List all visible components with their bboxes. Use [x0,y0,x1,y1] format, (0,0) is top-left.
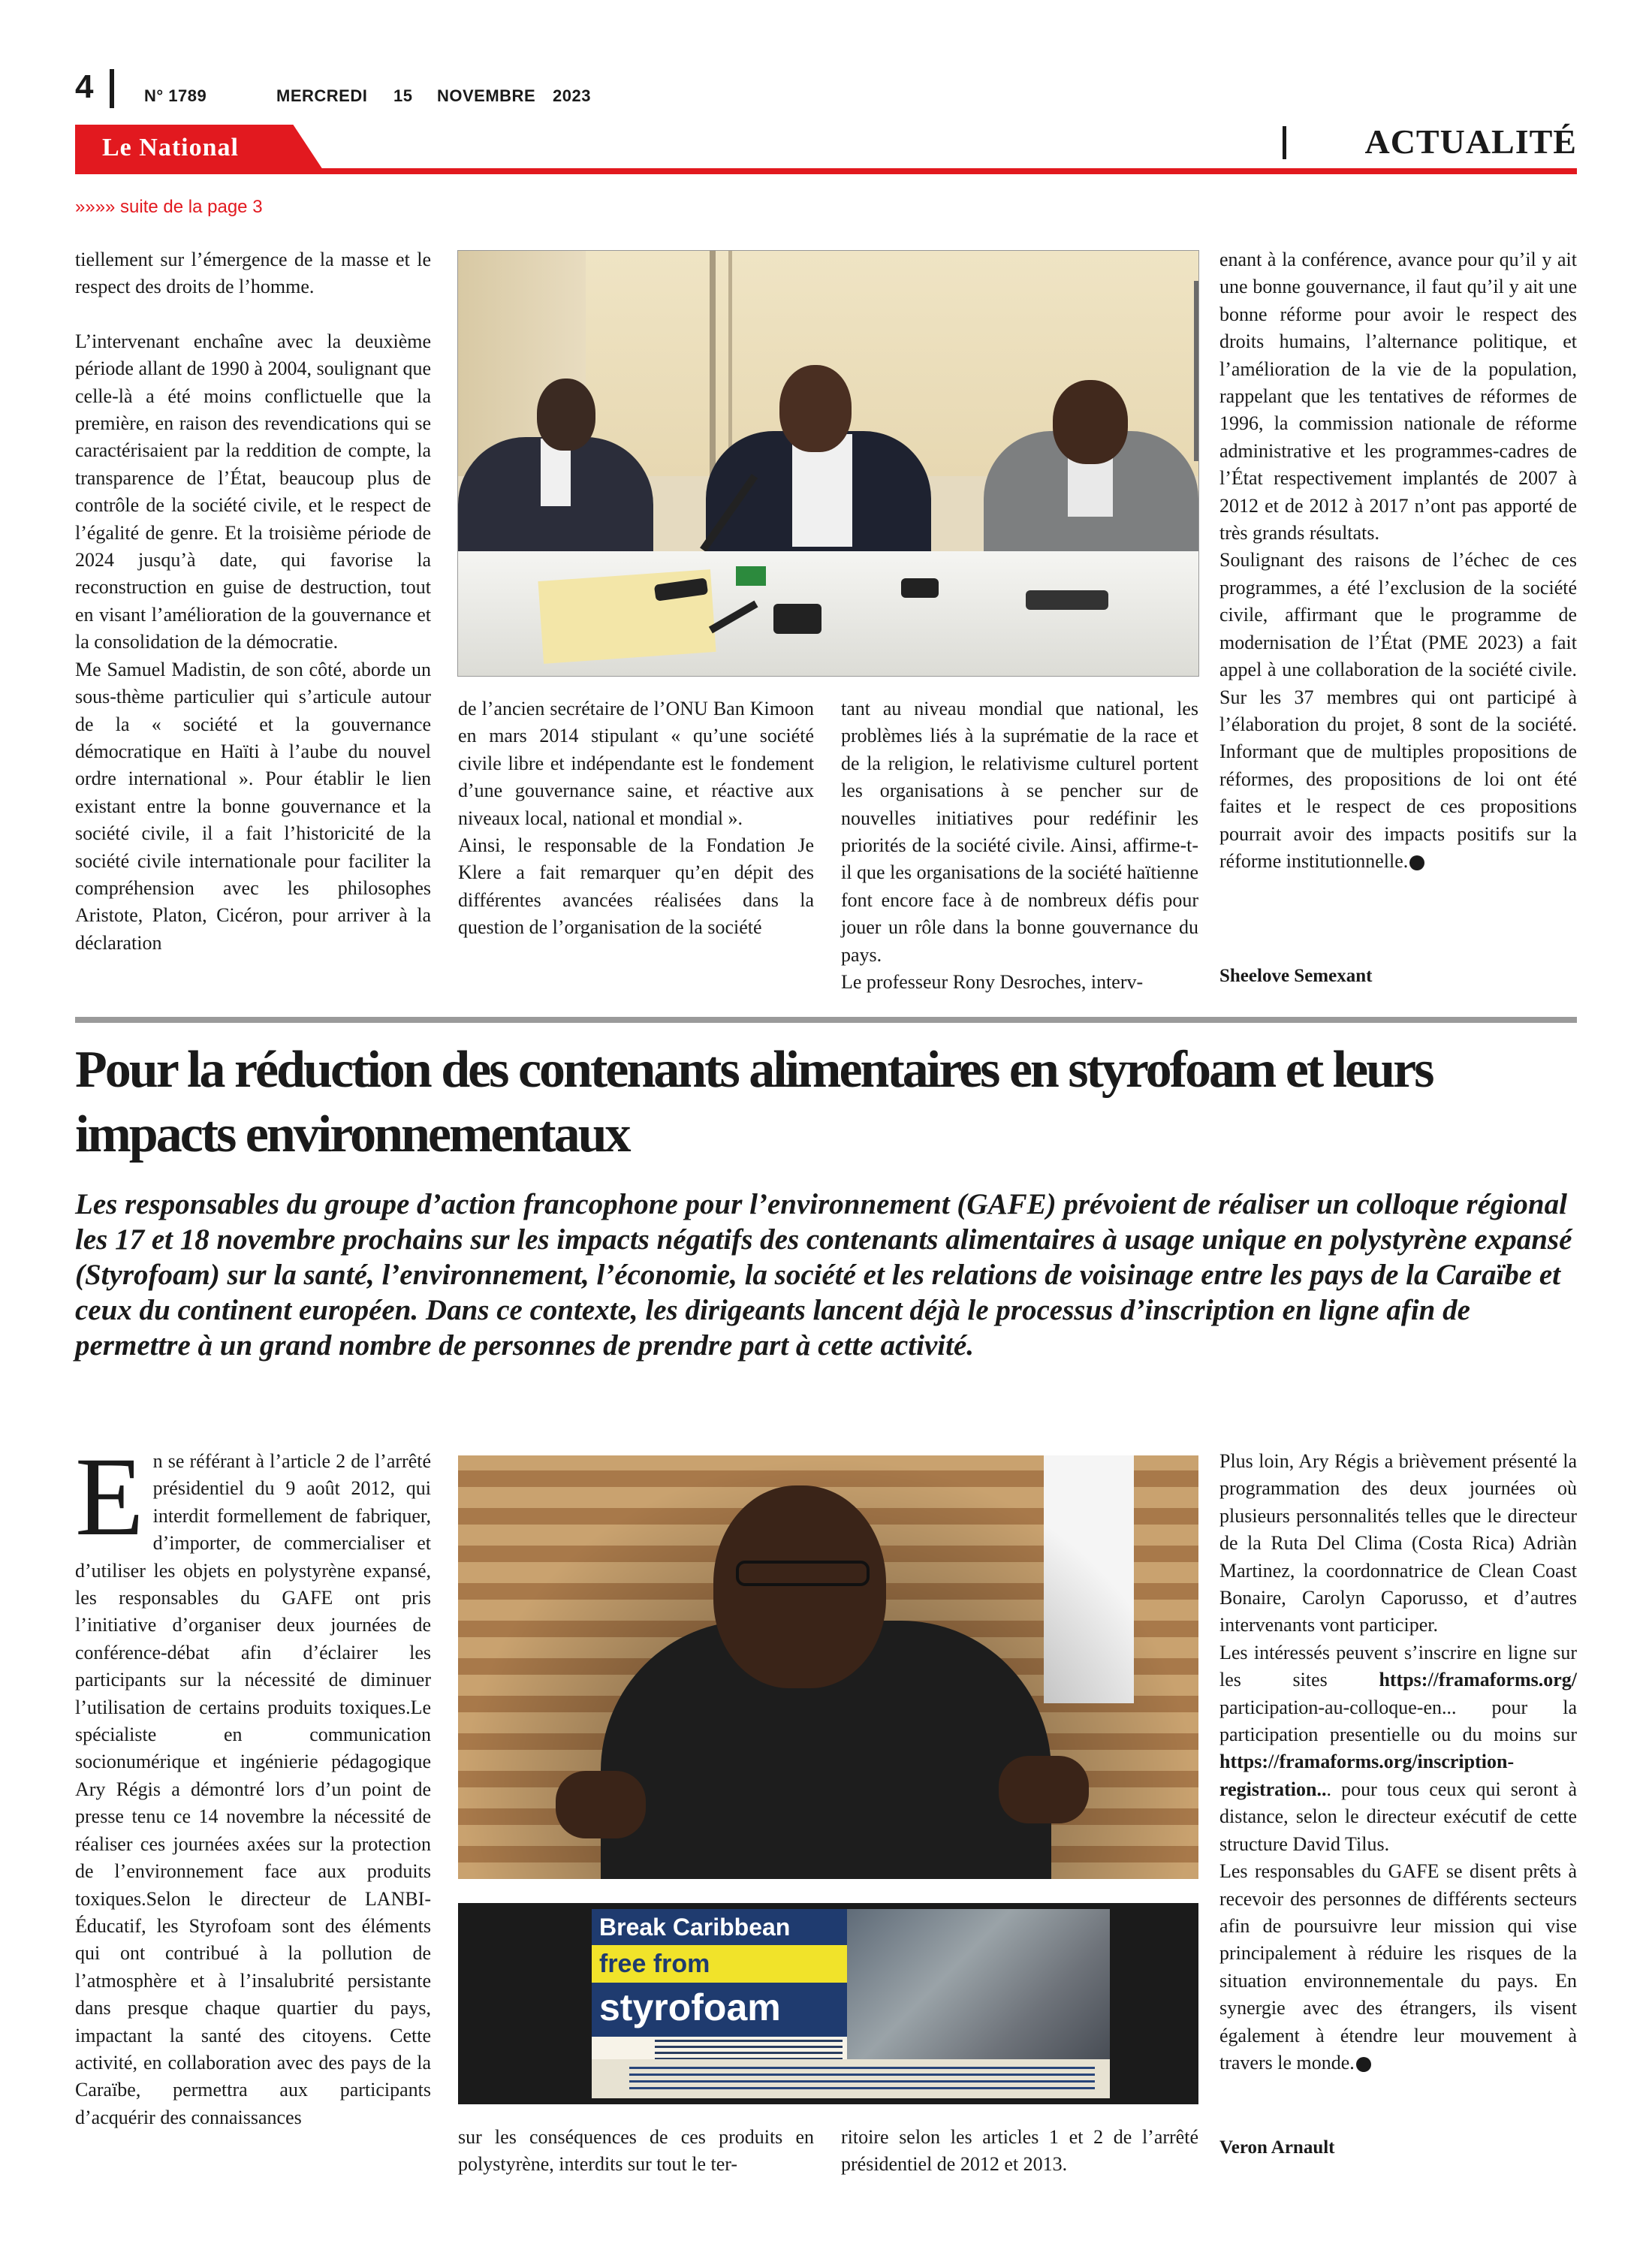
section-title: ACTUALITÉ [1364,122,1577,161]
banner-line-1: Break Caribbean [599,1914,791,1941]
paragraph: tiellement sur l’émergence de la masse et le respect des droits de l’homme. [75,249,431,298]
paragraph-text: Soulignant des raisons de l’échec de ces programmes, a été l’exclusion de la société civile, affirmant que le programme de modernisation de l’État (PME 2023) a fait appel à une collaboration de la société civile. Sur les 37 membres qui ont participé à l’élaboration du projet, 8 sont de la société. Informant que de multiples propositions de réformes, des propositions de loi ont été faites et le respect de ces propositions pourrait avoir des impacts positifs sur la réforme institutionnelle. [1219,549,1577,872]
article-separator [75,1017,1577,1023]
paragraph: de l’ancien secrétaire de l’ONU Ban Kimoon en mars 2014 stipulant « qu’une société civile libre et indépendante est le fondement d’une gouvernance saine, et réactive aux niveaux local, national et mondial ». [458,698,814,829]
paragraph-text: n se référant à l’article 2 de l’arrêté présidentiel du 9 août 2012, qui interdit formellement de fabriquer, d’importer, de commercialiser et d’utiliser les objets en polystyrène expansé, les responsables du GAFE ont pris l’initiative d’organiser deux journées de conférence-débat afin d’éclairer les participants sur la nécessité de diminuer l’utilisation de certains produits toxiques.Le spécialiste en communication socionumérique et ingénierie pédagogique Ary Régis a démontré lors d’un point de presse tenu ce 14 novembre la nécessité de réaliser ces journées axées sur la protection de l’environnement face aux produits toxiques.Selon le directeur de LANBI-Éducatif, les Styrofoam sont des éléments qui ont contribué à la pollution de l’atmosphère et à l’insalubrité persistante dans presque chaque quartier du pays, impactant la santé des citoyens. Cette activité, en collaboration avec des pays de la Caraïbe, permettra aux participants d’acquérir des connaissances [75,1450,431,2128]
banner-line-3: styrofoam [599,1986,781,2028]
paragraph-text: Les intéressés peuvent s’inscrire en ligne sur les sites [1219,1641,1577,1691]
header-date-day: 15 [393,86,413,105]
banner-photo [458,1903,1198,2104]
registration-link-1[interactable]: https://framaforms.org/ [1379,1669,1577,1691]
end-mark-icon [1409,855,1424,870]
article1-column-2 [458,695,814,942]
registration-link-2[interactable]: https://framaforms.org/inscription-registration.. [1219,1751,1515,1800]
header-red-rule [75,168,1577,174]
article1-column-1 [75,246,431,957]
paragraph: Plus loin, Ary Régis a brièvement présenté la programmation des deux journées où plusieurs personnalités telles que le directeur de la Ruta Del Clima (Costa Rica) Adriàn Martinez, la coordonnatrice de Clean Coast Bonaire, Carolyn Caporusso, et d’autres intervenants vont participer. [1219,1450,1577,1636]
styrofoam-banner [592,1909,1110,2098]
paragraph: sur les conséquences de ces produits en polystyrène, interdits sur tout le ter- [458,2126,814,2176]
article2-lede: Les responsables du groupe d’action francophone pour l’environnement (GAFE) prévoient de réaliser un colloque régional les 17 et 18 novembre prochains sur les impacts négatifs des contenants alimentaires à usage unique en polystyrène expansé (Styrofoam) sur la santé, l’environnement, l’économie, la société et les relations de voisinage entre les pays de la Caraïbe et ceux du continent européen. Dans ce contexte, les dirigeants lancent déjà le processus d’inscription en ligne afin de permettre à un grand nombre de personnes de prendre part à cette activité. [75,1188,1572,1362]
paragraph [1219,1639,1577,1858]
article2-column-2 [458,2124,814,2179]
drop-cap: E [75,1434,144,1559]
paragraph-text: Les responsables du GAFE se disent prêts à recevoir des personnes de différents secteurs afin de poursuivre leur mission qui vise principalement à réduire les risques de la situation environnementale du pays. En synergie avec des étrangers, ils visent également à étendre leur mouvement à travers le monde. [1219,1860,1577,2074]
header-month: NOVEMBRE [437,86,536,105]
article1-column-3 [841,695,1198,996]
paragraph: Le professeur Rony Desroches, interv- [841,971,1144,994]
paragraph [1219,1858,1577,2077]
banner-line-2: free from [599,1950,710,1978]
paragraph: ritoire selon les articles 1 et 2 de l’arrêté présidentiel de 2012 et 2013. [841,2126,1198,2176]
paragraph [75,1434,431,2131]
paragraph-text: . pour tous ceux qui seront à distance, selon le directeur exécutif de cette structure David Tilus. [1219,1778,1577,1855]
article1-author: Sheelove Semexant [1219,966,1373,986]
speaker-photo [458,1455,1198,1879]
conference-photo [458,251,1198,676]
issue-number: N° 1789 [144,86,207,105]
paragraph: enant à la conférence, avance pour qu’il y ait une bonne gouvernance, il faut qu’il y ait une bonne réforme pour avoir le respect des droits humains, l’alternance politique, et l’amélioration de la vie de la population, rappelant que les tentatives de réformes de 1996, la commission nationale de réforme administrative et les programmes-cadres de l’État respectivement implantés de 2007 à 2012 et de 2012 à 2017 n’ont pas apporté de très grands résultats. [1219,249,1577,544]
section-divider [1283,126,1286,159]
newspaper-logo: Le National [102,134,239,161]
header-day: MERCREDI [276,86,368,105]
end-mark-icon [1356,2057,1371,2072]
continued-from-link[interactable]: »»»» suite de la page 3 [75,197,263,217]
paragraph: L’intervenant enchaîne avec la deuxième période allant de 1990 à 2004, soulignant que celle-là a été moins conflictuelle que la première, en raison des revendications qui se caractérisaient par la reddition de compte, la transparence de l’État, beaucoup plus de contrôle de la société civile, et le respect de l’égalité de genre. Et la troisième période de 2024 jusqu’à date, qui favorise la reconstruction en guise de destruction, tout en visant l’amélioration de la gouvernance et la consolidation de la démocratie. [75,330,431,653]
header-divider [110,69,114,108]
paragraph [1219,547,1577,875]
article1-column-4 [1219,246,1577,875]
paragraph: tant au niveau mondial que national, les problèmes liés à la suprématie de la race et de la religion, le relativisme culturel portent les organisations à se pencher sur de nouvelles initiatives pour redéfinir les priorités de la société civile. Ainsi, affirme-t-il que les organisations de la société haïtienne font encore face à de nombreux défis pour jouer un rôle dans la bonne gouvernance du pays. [841,698,1198,966]
header-year: 2023 [553,86,591,105]
article2-column-3 [841,2124,1198,2179]
article2-headline: Pour la réduction des contenants alimentaires en styrofoam et leurs impacts environnementaux [75,1041,1433,1163]
paragraph: Ainsi, le responsable de la Fondation Je Klere a fait remarquer qu’en dépit des différentes avancées réalisées dans la question de l’organisation de la société [458,834,814,939]
article2-column-1 [75,1434,431,2131]
paragraph: Me Samuel Madistin, de son côté, aborde un sous-thème particulier qui s’articule autour de la « société et la gouvernance démocratique en Haïti à l’aube du nouvel ordre international ». Pour établir le lien existant entre la bonne gouvernance et la société civile, il a fait l’historicité de la société civile internationale pour faciliter la compréhension avec les philosophes Aristote, Platon, Cicéron, pour arriver à la déclaration [75,658,431,954]
article2-author: Veron Arnault [1219,2137,1335,2158]
paragraph-text: participation-au-colloque-en... pour la participation presentielle ou du moins sur [1219,1696,1577,1746]
article2-column-4 [1219,1448,1577,2077]
page-number: 4 [75,68,94,105]
